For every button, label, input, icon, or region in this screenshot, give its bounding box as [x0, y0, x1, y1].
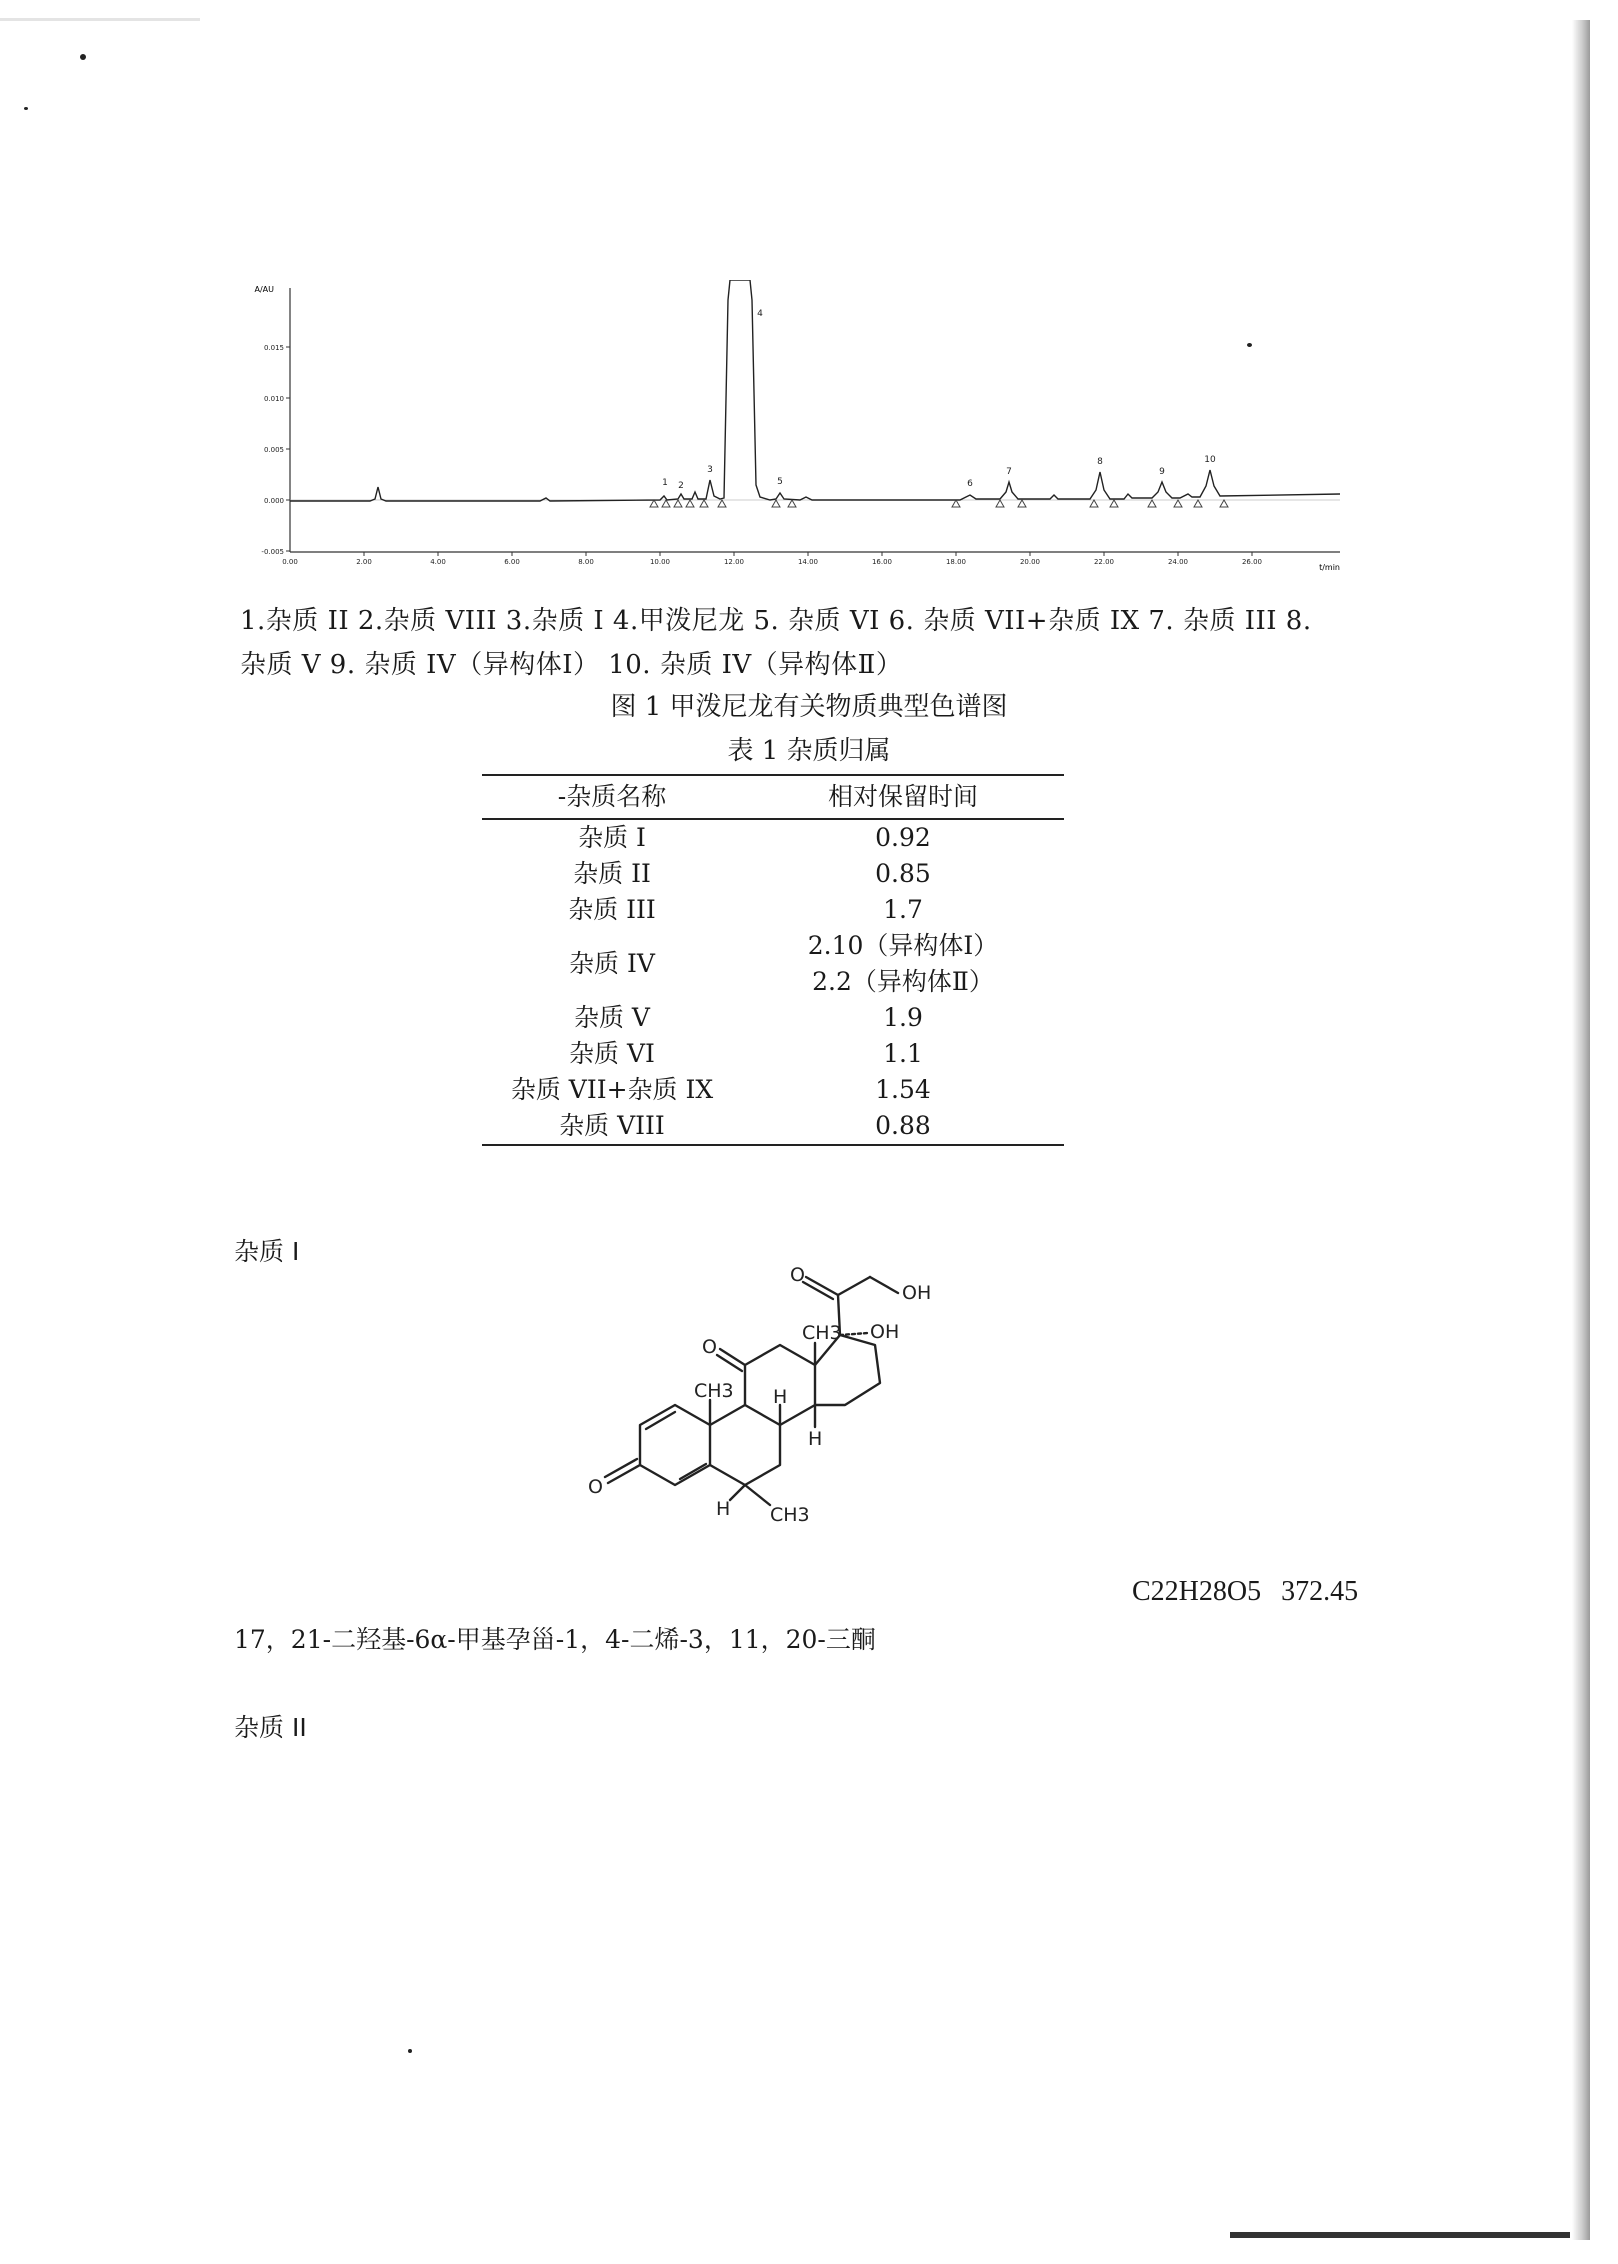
x-axis-label: t/min: [1319, 563, 1340, 572]
table-row: [482, 1108, 1064, 1145]
peak-label: 7: [1006, 467, 1012, 477]
chromatogram-trace: [290, 280, 1340, 501]
impurity-2-heading: 杂质 II: [234, 1713, 307, 1742]
impurity-1-chemical-name: 17，21-二羟基-6α-甲基孕甾-1，4-二烯-3，11，20-三酮: [234, 1625, 876, 1654]
table-title: 表 1 杂质归属: [727, 736, 891, 766]
rrt-isomer-2: 2.2（异构体Ⅱ）: [812, 967, 994, 996]
hydrogen-8-label: H: [773, 1386, 788, 1408]
impurity-name-cell: 杂质 VIII: [559, 1111, 665, 1140]
chromatogram-figure: [240, 280, 1360, 580]
rrt-cell: 1.9: [883, 1003, 923, 1032]
methyl-13-label: CH3: [802, 1322, 842, 1344]
impurity-name-cell: 杂质 IV: [569, 949, 655, 978]
x-tick-label: 6.00: [504, 558, 520, 566]
impurity-name-cell: 杂质 III: [568, 895, 656, 924]
peak-label: 3: [707, 465, 713, 475]
peak-label: 10: [1204, 455, 1216, 465]
x-tick-label: 20.00: [1019, 558, 1041, 566]
ketone-20-label: O: [790, 1265, 805, 1286]
hydrogen-14-label: H: [808, 1428, 823, 1450]
x-tick-label: 0.00: [282, 558, 298, 566]
table-row: [482, 1000, 1064, 1036]
x-tick-label: 2.00: [356, 558, 372, 566]
impurity-name-cell: 杂质 V: [573, 1003, 650, 1032]
table-header-row: [482, 775, 1064, 819]
peak-label: 4: [757, 309, 763, 319]
table-row: [482, 928, 1064, 1000]
scan-speck: [408, 2049, 412, 2053]
y-tick-label: 0.005: [263, 446, 284, 454]
impurity-1-structure: [580, 1265, 1060, 1575]
scan-edge-top: [0, 18, 200, 21]
hydroxyl-21-label: OH: [902, 1282, 932, 1304]
chromatogram-legend-line-1: 1.杂质 II 2.杂质 VIII 3.杂质 I 4.甲泼尼龙 5. 杂质 VI 6. 杂质 VII+杂质 IX 7. 杂质 III 8.: [240, 606, 1312, 636]
x-tick-label: 14.00: [797, 558, 819, 566]
peak-label: 9: [1159, 467, 1165, 477]
hydroxyl-17-label: OH: [870, 1321, 900, 1343]
impurity-name-cell: 杂质 I: [578, 823, 646, 852]
hydrogen-6-label: H: [716, 1498, 731, 1520]
ketone-3-label: O: [588, 1476, 603, 1498]
y-tick-label: 0.015: [263, 344, 284, 352]
peak-label: 5: [777, 477, 783, 487]
x-tick-label: 22.00: [1093, 558, 1115, 566]
molecular-weight: 372.45: [1281, 1576, 1359, 1607]
rrt-cell: 0.92: [875, 823, 931, 852]
scan-edge-right: [1572, 20, 1590, 2240]
scan-speck: [24, 107, 28, 110]
y-tick-label: -0.005: [261, 548, 284, 556]
scan-edge-bottom: [1230, 2232, 1570, 2238]
methyl-6-label: CH3: [770, 1504, 810, 1526]
table-row: [482, 1072, 1064, 1108]
impurity-name-cell: 杂质 VI: [569, 1039, 655, 1068]
table-row: [482, 856, 1064, 892]
table-row: [482, 1036, 1064, 1072]
x-tick-label: 8.00: [578, 558, 594, 566]
methyl-10-label: CH3: [694, 1380, 734, 1402]
rrt-cell: 1.54: [875, 1075, 931, 1104]
impurity-1-heading: 杂质 I: [234, 1237, 300, 1266]
impurity-name-cell: 杂质 II: [573, 859, 651, 888]
impurity-assignment-table: [482, 774, 1064, 1146]
rrt-isomer-1: 2.10（异构体Ⅰ）: [807, 931, 999, 960]
x-tick-label: 24.00: [1167, 558, 1189, 566]
peak-label: 6: [967, 479, 973, 489]
column-header-impurity-name: -杂质名称: [557, 782, 667, 811]
table-row: [482, 892, 1064, 928]
y-tick-label: 0.000: [263, 497, 284, 505]
column-header-relative-retention-time: 相对保留时间: [827, 782, 978, 811]
molecular-formula-line: [1132, 1576, 1358, 1608]
y-tick-label: 0.010: [263, 395, 284, 403]
x-tick-label: 26.00: [1241, 558, 1263, 566]
peak-label: 8: [1097, 457, 1103, 467]
x-tick-label: 4.00: [430, 558, 446, 566]
integration-markers: [650, 500, 1228, 507]
molecular-formula: C22H28O5: [1132, 1576, 1262, 1607]
peak-label: 2: [678, 481, 684, 491]
x-tick-label: 16.00: [871, 558, 893, 566]
chromatogram-legend-line-2: 杂质 V 9. 杂质 IV（异构体Ⅰ） 10. 杂质 IV（异构体Ⅱ）: [240, 650, 903, 680]
impurity-name-cell: 杂质 VII+杂质 IX: [510, 1075, 714, 1104]
y-axis-label: A/AU: [254, 285, 274, 294]
ketone-11-label: O: [702, 1336, 717, 1358]
rrt-cell: 0.85: [875, 859, 931, 888]
rrt-cell: 1.7: [883, 895, 923, 924]
peak-label: 1: [662, 478, 668, 488]
x-tick-label: 10.00: [649, 558, 671, 566]
x-tick-label: 12.00: [723, 558, 745, 566]
rrt-cell: 0.88: [875, 1111, 931, 1140]
figure-caption: 图 1 甲泼尼龙有关物质典型色谱图: [610, 692, 1008, 722]
x-tick-label: 18.00: [945, 558, 967, 566]
table-row: [482, 819, 1064, 856]
rrt-cell-multiline: [742, 928, 1064, 1000]
scan-speck: [80, 54, 86, 60]
rrt-cell: 1.1: [883, 1039, 923, 1068]
